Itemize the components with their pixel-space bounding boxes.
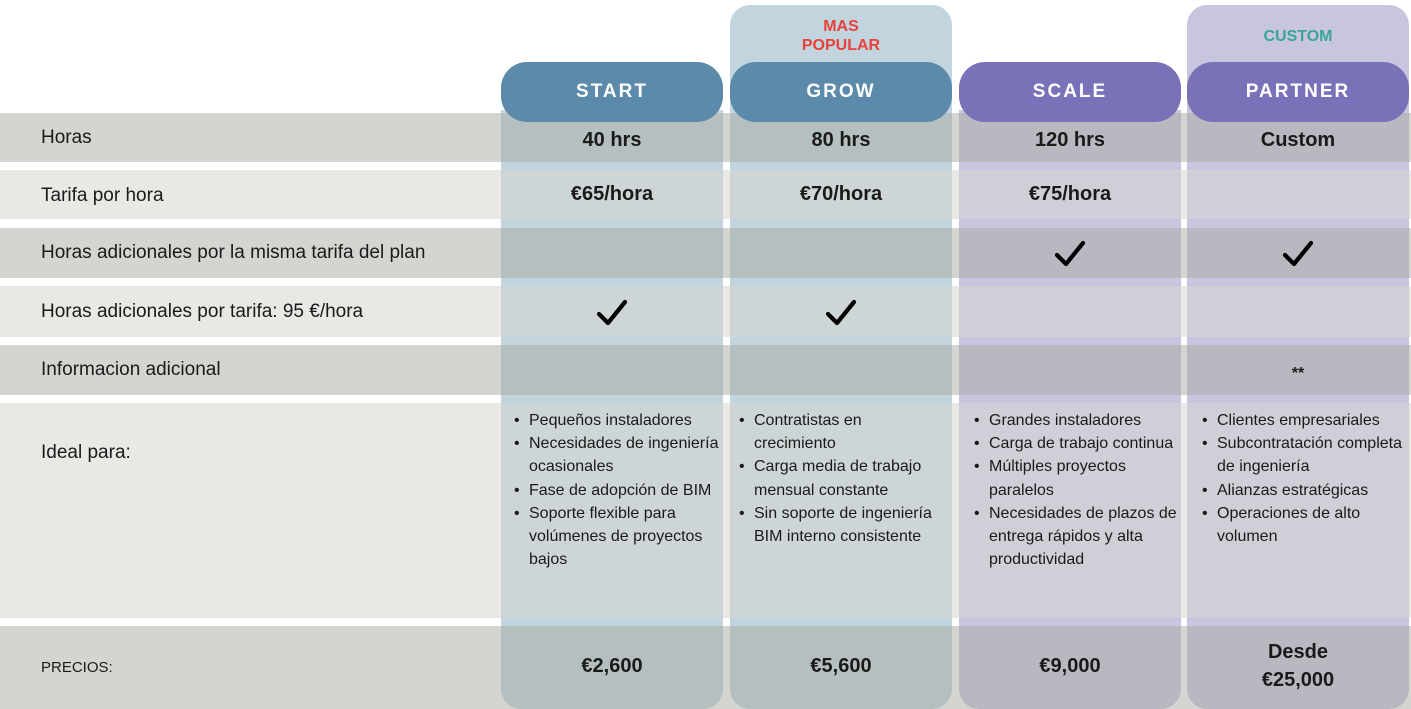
price-start: €2,600 — [581, 655, 643, 677]
list-item: • Carga media de trabajo mensual constante — [737, 455, 947, 501]
tarifa-partner — [1187, 170, 1409, 219]
list-item: • Contratistas en crecimiento — [737, 409, 947, 455]
list-item: • Grandes instaladores — [972, 409, 1182, 432]
list-item: • Carga de trabajo continua — [972, 432, 1182, 455]
price-grow: €5,600 — [810, 655, 872, 677]
list-item: • Clientes empresariales — [1200, 409, 1410, 432]
horas-scale: 120 hrs — [1034, 129, 1106, 151]
tarifa-scale: €75/hora — [1028, 183, 1112, 205]
list-item: • Alianzas estratégicas — [1200, 479, 1410, 502]
list-item: • Subcontratación completa de ingeniería — [1200, 432, 1410, 478]
custom-tag: CUSTOM — [1263, 28, 1333, 45]
row-label-horas: Horas — [41, 126, 92, 148]
list-item: • Necesidades de ingeniería ocasionales — [512, 432, 722, 478]
horas-partner: Custom — [1260, 129, 1336, 151]
plan-header-scale: SCALE — [959, 62, 1181, 122]
tarifa-grow: €70/hora — [799, 183, 883, 205]
check-icon — [501, 287, 723, 339]
check-icon — [1187, 228, 1409, 280]
list-item: • Necesidades de plazos de entrega rápidos y alta productividad — [972, 502, 1182, 572]
price-partner: Desde €25,000 — [1261, 641, 1335, 691]
horas-grow: 80 hrs — [811, 129, 871, 151]
row-label-precios: PRECIOS: — [41, 658, 113, 676]
tarifa-start: €65/hora — [570, 183, 654, 205]
info-partner: ** — [1291, 365, 1305, 382]
list-item: • Múltiples proyectos paralelos — [972, 455, 1182, 501]
check-icon — [730, 287, 952, 339]
plan-header-grow: GROW — [730, 62, 952, 122]
horas-start: 40 hrs — [582, 129, 642, 151]
list-item: • Soporte flexible para volúmenes de proyectos bajos — [512, 502, 722, 572]
check-icon — [959, 228, 1181, 280]
ideal-list-scale — [972, 409, 1182, 571]
plan-header-partner: PARTNER — [1187, 62, 1409, 122]
row-label-tarifa: Tarifa por hora — [41, 185, 164, 206]
list-item: • Operaciones de alto volumen — [1200, 502, 1410, 548]
row-label-ideal: Ideal para: — [41, 442, 131, 463]
row-label-adicionales-tarifa: Horas adicionales por tarifa: 95 €/hora — [41, 300, 364, 322]
plan-header-start: START — [501, 62, 723, 122]
row-label-adicionales-plan: Horas adicionales por la misma tarifa del plan — [41, 242, 426, 263]
ideal-list-start — [512, 409, 722, 571]
ideal-list-partner — [1200, 409, 1410, 548]
list-item: • Pequeños instaladores — [512, 409, 722, 432]
ideal-list-grow — [737, 409, 947, 548]
most-popular-tag: MAS POPULAR — [801, 18, 881, 54]
price-scale: €9,000 — [1039, 655, 1101, 677]
list-item: • Fase de adopción de BIM — [512, 479, 722, 502]
list-item: • Sin soporte de ingeniería BIM interno consistente — [737, 502, 947, 548]
row-label-info: Informacion adicional — [41, 359, 221, 380]
